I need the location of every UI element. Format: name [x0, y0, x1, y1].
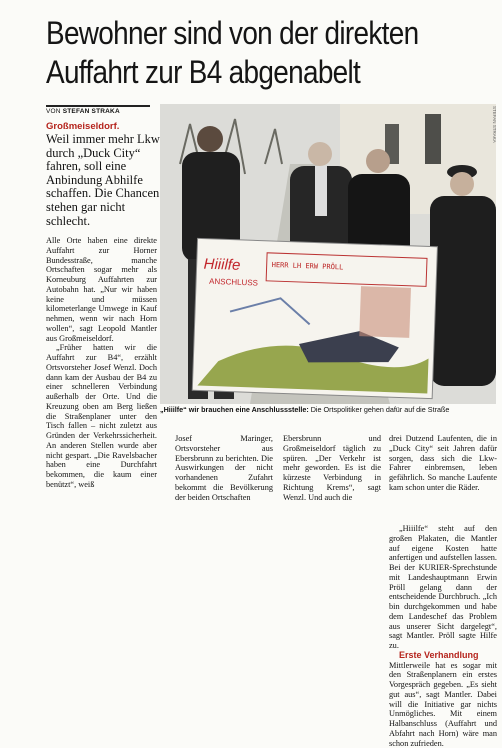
byline-author: STEFAN STRAKA — [63, 108, 120, 115]
byline-prefix: VON — [46, 108, 61, 115]
body-column-3 — [283, 434, 381, 502]
photo-caption — [160, 405, 496, 414]
body-column-2 — [175, 434, 273, 502]
body-paragraph: „Hiiilfe“ steht auf den großen Plakaten, die Mantler auf eigene Kosten hatte anfertigen und aufstellen lassen. Bei der KURIER-Sprechstunde mit Landeshauptmann Erwin Pröll gelang dann der entscheidende Durchbruch. „Ich bin durchgekommen und habe dem Landeschef das Problem aus unserer Sicht dargelegt“, sagt Mantler. Pröll sagte Hilfe zu. — [389, 524, 497, 651]
body-column-4-continued — [389, 524, 497, 748]
caption-quote: „Hiiilfe“ wir brauchen eine Anschlussstelle: — [160, 405, 309, 414]
photo-illustration — [160, 104, 496, 404]
article-photo — [160, 104, 496, 404]
photo-credit: STEFAN STRAKA — [492, 106, 497, 143]
body-column-4 — [389, 434, 497, 493]
subheading: Erste Verhandlung — [389, 651, 497, 661]
sign-subtitle: ANSCHLUSS — [209, 277, 258, 288]
headline — [46, 14, 424, 92]
body-paragraph: Ebersbrunn und Großmeiseldorf täglich zu spüren. „Der Verkehr ist mehr geworden. Es ist die kürzeste Verbindung in Richtung Krems“, sagt Wenzl. Und auch die — [283, 434, 381, 502]
body-paragraph: drei Dutzend Laufenten, die in „Duck City“ seit Jahren dafür sorgen, dass sich die Lkw-Fahrer einbremsen, leben gefährlich. So manche Laufente kam schon unter die Räder. — [389, 434, 497, 493]
headline-line-1: Bewohner sind von der direkten — [46, 14, 424, 53]
lead-paragraph: Weil immer mehr Lkw durch „Duck City“ fahren, soll eine Anbindung Abhilfe schaffen. Die Chancen stehen gar nicht schlecht. — [46, 133, 164, 228]
sign-title: Hiiilfe — [203, 256, 240, 274]
body-paragraph: Josef Maringer, Ortsvorsteher aus Ebersbrunn zu berichten. Die Auswirkungen der nicht vorhandenen Zufahrt bekommt die Bevölkerung der beiden Ortschaften — [175, 434, 273, 502]
body-paragraph: Mittlerweile hat es sogar mit den Straßenplanern ein erstes Vorgespräch gegeben. „Es sieht gut aus“, sagt Mantler. Dabei will die Initiative gar nichts Unmögliches. Mit einem Halbanschluss (Auffahrt und Abfahrt nach Horn) wäre man schon zufrieden. — [389, 661, 497, 748]
body-column-1 — [46, 236, 157, 490]
dateline: Großmeiseldorf. — [46, 121, 119, 132]
caption-text: Die Ortspolitiker gehen dafür auf die Straße — [309, 405, 450, 414]
sign-note: HERR LH ERW PRÖLL — [272, 260, 344, 271]
headline-line-2: Auffahrt zur B4 abgenabelt — [46, 53, 424, 92]
byline — [46, 105, 150, 115]
body-paragraph: „Früher hatten wir die Auffahrt zur B4“, erzählt Ortsvorsteher Josef Wenzl. Doch dann kam der Ausbau der B4 zu einer schnelleren Verbindung außerhalb der Orte. Und die Kreuzung oben am Berg ließen die Straßenplaner unter den Tisch fallen – nicht zuletzt aus Gründen der Verkehrssicherheit. An anderen Stellen wurde aber nicht gespart. „Die Ravelsbacher haben eine Durchfahrt bekommen, die kaum einer benützt“, weiß — [46, 343, 157, 489]
body-paragraph: Alle Orte haben eine direkte Auffahrt zur Horner Bundesstraße, manche Ortschaften sogar mehr als Korneuburg Auffahrten zur Autobahn hat. „Nur wir haben keine und müssen kilometerlange Umwege in Kauf nehmen, wenn wir nach Horn wollen“, sagt Leopold Mantler aus Großmeiseldorf. — [46, 236, 157, 343]
